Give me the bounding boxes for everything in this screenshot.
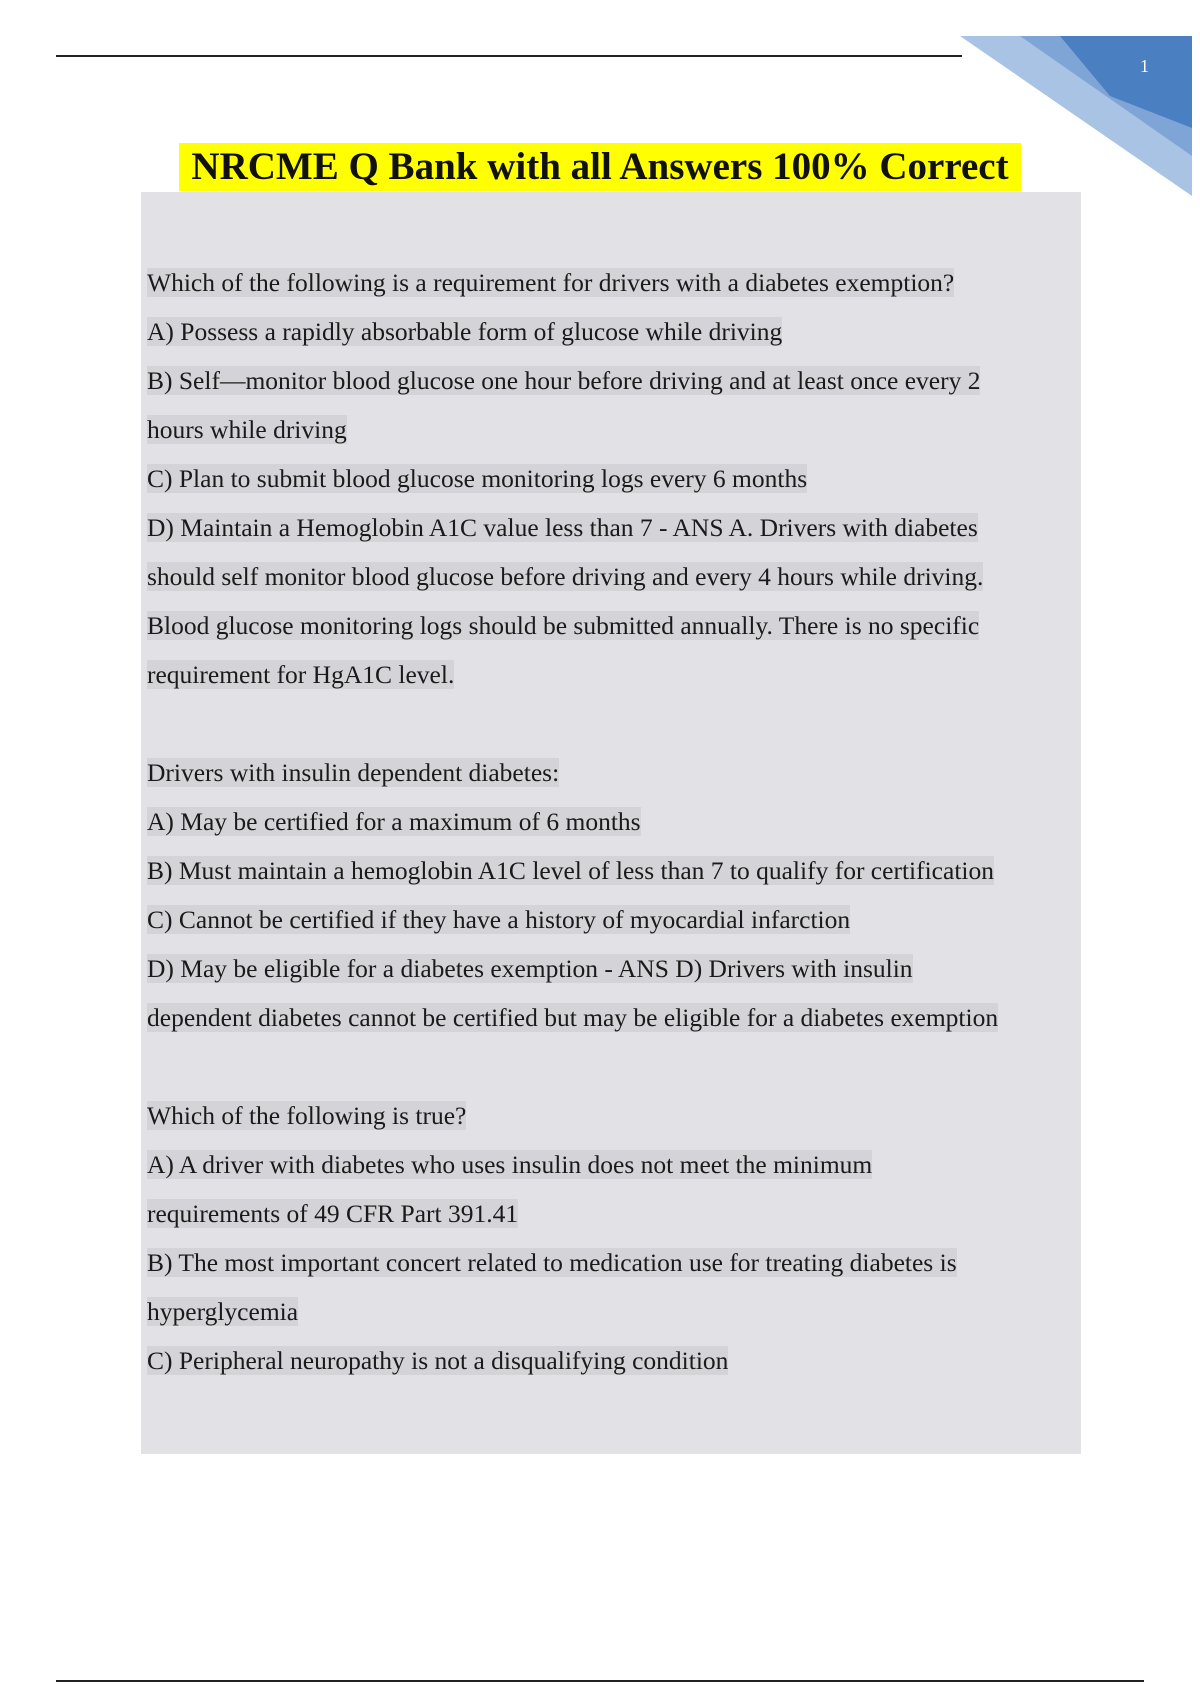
question-block-1 [147, 258, 1082, 699]
answer-explanation: dependent diabetes cannot be certified but may be eligible for a diabetes exemption [147, 1003, 999, 1032]
answer-option: B) The most important concert related to medication use for treating diabetes is [147, 1248, 957, 1277]
answer-explanation: should self monitor blood glucose before driving and every 4 hours while driving. [147, 562, 984, 591]
answer-option: B) Self—monitor blood glucose one hour before driving and at least once every 2 [147, 366, 981, 395]
answer-option: C) Peripheral neuropathy is not a disqualifying condition [147, 1346, 729, 1375]
answer-option: C) Plan to submit blood glucose monitoring logs every 6 months [147, 464, 808, 493]
question-block-3 [147, 1091, 1082, 1385]
answer-option-continued: hours while driving [147, 415, 347, 444]
answer-explanation: requirement for HgA1C level. [147, 660, 455, 689]
page-number: 1 [1140, 56, 1149, 76]
answer-option: A) May be certified for a maximum of 6 months [147, 807, 641, 836]
answer-option: A) A driver with diabetes who uses insulin does not meet the minimum [147, 1150, 873, 1179]
question-line: Which of the following is true? [147, 1101, 467, 1130]
question-list [147, 258, 1082, 1434]
question-block-2 [147, 748, 1082, 1042]
answer-option: D) May be eligible for a diabetes exemption - ANS D) Drivers with insulin [147, 954, 913, 983]
question-line: Which of the following is a requirement for drivers with a diabetes exemption? [147, 268, 955, 297]
question-line: Drivers with insulin dependent diabetes: [147, 758, 560, 787]
answer-explanation: Blood glucose monitoring logs should be submitted annually. There is no specific [147, 611, 980, 640]
title-wrapper [0, 143, 1200, 191]
page-title: NRCME Q Bank with all Answers 100% Correct [179, 143, 1020, 191]
answer-option: D) Maintain a Hemoglobin A1C value less than 7 - ANS A. Drivers with diabetes [147, 513, 978, 542]
answer-option-continued: requirements of 49 CFR Part 391.41 [147, 1199, 519, 1228]
answer-option: C) Cannot be certified if they have a history of myocardial infarction [147, 905, 851, 934]
footer-rule [56, 1680, 1144, 1682]
answer-option-continued: hyperglycemia [147, 1297, 299, 1326]
answer-option: A) Possess a rapidly absorbable form of glucose while driving [147, 317, 783, 346]
answer-option: B) Must maintain a hemoglobin A1C level of less than 7 to qualify for certification [147, 856, 994, 885]
header-rule [56, 55, 962, 57]
